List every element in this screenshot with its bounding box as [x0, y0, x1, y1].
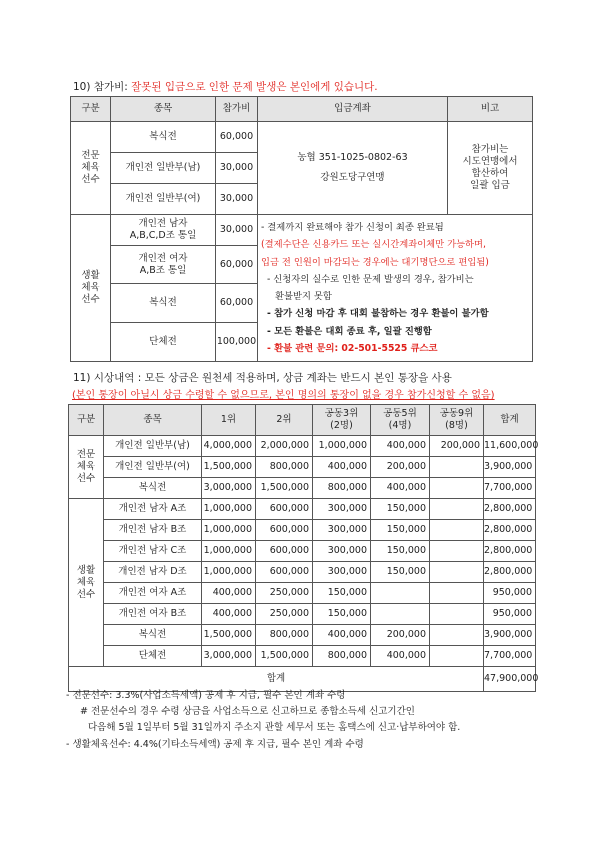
- remark-cell: [448, 122, 533, 215]
- rule-line: 환불받지 못함: [275, 291, 332, 303]
- header-line: (4명): [388, 420, 412, 431]
- header-line: (8명): [445, 420, 468, 431]
- header-remark: 비고: [448, 97, 533, 122]
- prize-fifth: 150,000: [371, 499, 430, 520]
- prize-event: 개인전 일반부(남): [104, 436, 202, 457]
- prize-ninth: [430, 583, 484, 604]
- prize-fifth: 400,000: [371, 478, 430, 499]
- prize-first: 400,000: [202, 604, 256, 625]
- prize-ninth: [430, 541, 484, 562]
- prize-first: 1,500,000: [202, 625, 256, 646]
- header-fifth: [371, 405, 430, 436]
- fee-table-header: [71, 97, 533, 122]
- prize-row: [69, 436, 536, 457]
- prize-second: 250,000: [256, 604, 313, 625]
- fee-event: [111, 246, 216, 284]
- amateur-group-line: 생활: [76, 564, 96, 576]
- prize-third: 300,000: [313, 499, 371, 520]
- prize-total: 950,000: [484, 604, 536, 625]
- note-amateur: - 생활체육선수: 4.4%(기타소득세액) 공제 후 지급, 필수 본인 계좌 수령: [66, 739, 364, 750]
- fee-event-line: A,B,C,D조 통일: [129, 230, 197, 241]
- rule-line: (결제수단은 신용카드 또는 실시간계좌이체만 가능하며,: [261, 239, 486, 251]
- prize-ninth: [430, 457, 484, 478]
- amateur-group-cell: [71, 215, 111, 362]
- section11-warning: (본인 통장이 아닐시 상금 수령할 수 없으므로, 본인 명의의 통장이 없을 경우 참가신청할 수 없음): [72, 390, 495, 401]
- header-fee: 참가비: [216, 97, 258, 122]
- prize-event: 개인전 남자 C조: [104, 541, 202, 562]
- prize-row: [69, 541, 536, 562]
- prize-total: 950,000: [484, 583, 536, 604]
- section10-title: [73, 79, 378, 94]
- prize-first: 1,000,000: [202, 562, 256, 583]
- account-cell: [258, 122, 448, 215]
- header-event: 종목: [111, 97, 216, 122]
- amateur-group-line: 체육: [76, 576, 96, 588]
- prize-second: 800,000: [256, 457, 313, 478]
- prize-second: 600,000: [256, 541, 313, 562]
- prize-third: 300,000: [313, 520, 371, 541]
- prize-second: 800,000: [256, 625, 313, 646]
- prize-row: [69, 562, 536, 583]
- pro-group-line: 선수: [81, 174, 100, 185]
- prize-third: 800,000: [313, 646, 371, 667]
- pro-group-cell: [71, 122, 111, 215]
- prize-ninth: [430, 562, 484, 583]
- prize-row: [69, 478, 536, 499]
- prize-first: 1,000,000: [202, 541, 256, 562]
- prize-second: 250,000: [256, 583, 313, 604]
- prize-second: 600,000: [256, 499, 313, 520]
- prize-fifth: [371, 583, 430, 604]
- section10-warning: 잘못된 입금으로 인한 문제 발생은 본인에게 있습니다.: [131, 81, 378, 93]
- header-third: [313, 405, 371, 436]
- sum-label: 합계: [69, 667, 484, 692]
- remark-line: 시도연맹에서: [462, 156, 518, 167]
- prize-event: 복식전: [104, 625, 202, 646]
- amateur-group-line: 선수: [76, 588, 96, 600]
- note-pro-tax-period: 다음해 5월 1일부터 5월 31일까지 주소지 관할 세무서 또는 홈택스에 신고·납부하여야 함.: [88, 722, 461, 733]
- rule-line: - 신청자의 실수로 인한 문제 발생의 경우, 참가비는: [267, 273, 474, 285]
- prize-first: 1,000,000: [202, 499, 256, 520]
- prize-total: 7,700,000: [484, 646, 536, 667]
- header-second: 2위: [256, 405, 313, 436]
- fee-event-line: 개인전 여자: [138, 252, 188, 264]
- prize-second: 600,000: [256, 520, 313, 541]
- fee-value: 30,000: [216, 215, 258, 246]
- prize-first: 4,000,000: [202, 436, 256, 457]
- prize-fifth: 150,000: [371, 562, 430, 583]
- remark-line: 일괄 입금: [470, 180, 510, 191]
- prize-fifth: 150,000: [371, 541, 430, 562]
- fee-event: 복식전: [111, 284, 216, 323]
- amateur-group-line: 선수: [81, 294, 100, 305]
- fee-event: [111, 215, 216, 246]
- fee-event-line: A,B조 통일: [139, 264, 187, 276]
- prize-fifth: 400,000: [371, 436, 430, 457]
- prize-row: [69, 646, 536, 667]
- pro-group-line: 선수: [76, 473, 96, 484]
- prize-first: 3,000,000: [202, 646, 256, 667]
- prize-event: 단체전: [104, 646, 202, 667]
- prize-ninth: [430, 520, 484, 541]
- prize-ninth: 200,000: [430, 436, 484, 457]
- header-category: 구분: [71, 97, 111, 122]
- section11-number: 11): [73, 372, 91, 384]
- prize-total: 7,700,000: [484, 478, 536, 499]
- header-total: 합계: [484, 405, 536, 436]
- header-line: 공동5위: [383, 408, 417, 419]
- rule-line: - 결제까지 완료해야 참가 신청이 최종 완료됨: [261, 222, 444, 233]
- prize-event: 개인전 남자 D조: [104, 562, 202, 583]
- prize-event: 개인전 남자 B조: [104, 520, 202, 541]
- header-ninth: [430, 405, 484, 436]
- prize-total: 2,800,000: [484, 499, 536, 520]
- prize-fifth: 150,000: [371, 520, 430, 541]
- prize-ninth: [430, 478, 484, 499]
- account-holder: 강원도당구연맹: [320, 172, 385, 183]
- prize-total: 2,800,000: [484, 541, 536, 562]
- prize-sum-row: [69, 667, 536, 692]
- prize-fifth: [371, 604, 430, 625]
- prize-total: 3,900,000: [484, 457, 536, 478]
- sum-value: 47,900,000: [484, 667, 536, 692]
- rule-line: - 참가 신청 마감 후 대회 불참하는 경우 환불이 불가함: [267, 308, 489, 320]
- note-pro-tax: # 전문선수의 경우 수령 상금을 사업소득으로 신고하므로 종합소득세 신고기간인: [80, 706, 415, 717]
- fee-value: 60,000: [216, 284, 258, 323]
- prize-third: 400,000: [313, 625, 371, 646]
- prize-third: 150,000: [313, 604, 371, 625]
- prize-ninth: [430, 604, 484, 625]
- fee-value: 30,000: [216, 153, 258, 184]
- prize-event: 개인전 일반부(여): [104, 457, 202, 478]
- account-number: 농협 351-1025-0802-63: [297, 152, 408, 163]
- fee-value: 100,000: [216, 323, 258, 362]
- section10-label: 참가비:: [93, 81, 128, 93]
- prize-row: [69, 520, 536, 541]
- prize-third: 400,000: [313, 457, 371, 478]
- header-event: 종목: [104, 405, 202, 436]
- prize-third: 1,000,000: [313, 436, 371, 457]
- remark-line: 합산하여: [471, 168, 509, 179]
- prize-table: [68, 404, 539, 692]
- rule-line: - 환불 관련 문의: 02-501-5525 큐스코: [267, 343, 438, 355]
- fee-event: 개인전 일반부(여): [111, 184, 216, 215]
- header-line: 공동3위: [324, 408, 359, 419]
- prize-second: 600,000: [256, 562, 313, 583]
- header-category: 구분: [69, 405, 104, 436]
- prize-row: [69, 604, 536, 625]
- prize-fifth: 400,000: [371, 646, 430, 667]
- prize-table-header: [69, 405, 536, 436]
- section11-title: [73, 370, 452, 385]
- section10-number: 10): [73, 81, 91, 93]
- prize-total: 3,900,000: [484, 625, 536, 646]
- prize-fifth: 200,000: [371, 625, 430, 646]
- prize-event: 개인전 여자 A조: [104, 583, 202, 604]
- rule-line: 입금 전 인원이 마감되는 경우에는 대기명단으로 편입됨): [261, 256, 489, 268]
- header-first: 1위: [202, 405, 256, 436]
- pro-group-line: 체육: [81, 162, 100, 173]
- prize-first: 1,500,000: [202, 457, 256, 478]
- prize-row: [69, 457, 536, 478]
- prize-second: 2,000,000: [256, 436, 313, 457]
- amateur-group-line: 생활: [81, 270, 100, 281]
- header-line: 공동9위: [439, 408, 474, 419]
- prize-fifth: 200,000: [371, 457, 430, 478]
- prize-total: 11,600,000: [484, 436, 536, 457]
- fee-event: 단체전: [111, 323, 216, 362]
- rule-line: - 모든 환불은 대회 종료 후, 일괄 진행함: [267, 325, 432, 337]
- fee-row-amateur-men: [71, 215, 533, 246]
- pro-group-line: 전문: [81, 150, 100, 161]
- prize-ninth: [430, 646, 484, 667]
- prize-event: 개인전 여자 B조: [104, 604, 202, 625]
- prize-event: 복식전: [104, 478, 202, 499]
- prize-event: 개인전 남자 A조: [104, 499, 202, 520]
- prize-ninth: [430, 625, 484, 646]
- prize-first: 3,000,000: [202, 478, 256, 499]
- amateur-group-cell: [69, 499, 104, 667]
- prize-second: 1,500,000: [256, 478, 313, 499]
- fee-value: 60,000: [216, 122, 258, 153]
- fee-row-pro-doubles: [71, 122, 533, 153]
- prize-first: 1,000,000: [202, 520, 256, 541]
- prize-second: 1,500,000: [256, 646, 313, 667]
- prize-third: 300,000: [313, 562, 371, 583]
- remark-line: 참가비는: [471, 144, 509, 155]
- prize-row: [69, 499, 536, 520]
- prize-third: 150,000: [313, 583, 371, 604]
- section11-title-text: 시상내역 : 모든 상금은 원천세 적용하며, 상금 계좌는 반드시 본인 통장을 사용: [93, 372, 452, 384]
- amateur-group-line: 체육: [81, 282, 100, 293]
- header-account: 입금계좌: [258, 97, 448, 122]
- fee-value: 60,000: [216, 246, 258, 284]
- fee-event: 개인전 일반부(남): [111, 153, 216, 184]
- pro-group-line: 체육: [76, 461, 96, 472]
- pro-group-cell: [69, 436, 104, 499]
- rules-cell: [258, 215, 533, 362]
- prize-total: 2,800,000: [484, 562, 536, 583]
- fee-event: 복식전: [111, 122, 216, 153]
- prize-row: [69, 583, 536, 604]
- prize-first: 400,000: [202, 583, 256, 604]
- prize-ninth: [430, 499, 484, 520]
- fee-table: [70, 96, 533, 362]
- prize-total: 2,800,000: [484, 520, 536, 541]
- note-pro: - 전문선수: 3.3%(사업소득세액) 공제 후 지급, 필수 본인 계좌 수령: [66, 690, 346, 701]
- fee-event-line: 개인전 남자: [138, 218, 188, 229]
- pro-group-line: 전문: [76, 449, 96, 460]
- prize-third: 800,000: [313, 478, 371, 499]
- fee-value: 30,000: [216, 184, 258, 215]
- prize-third: 300,000: [313, 541, 371, 562]
- prize-row: [69, 625, 536, 646]
- header-line: (2명): [330, 420, 353, 431]
